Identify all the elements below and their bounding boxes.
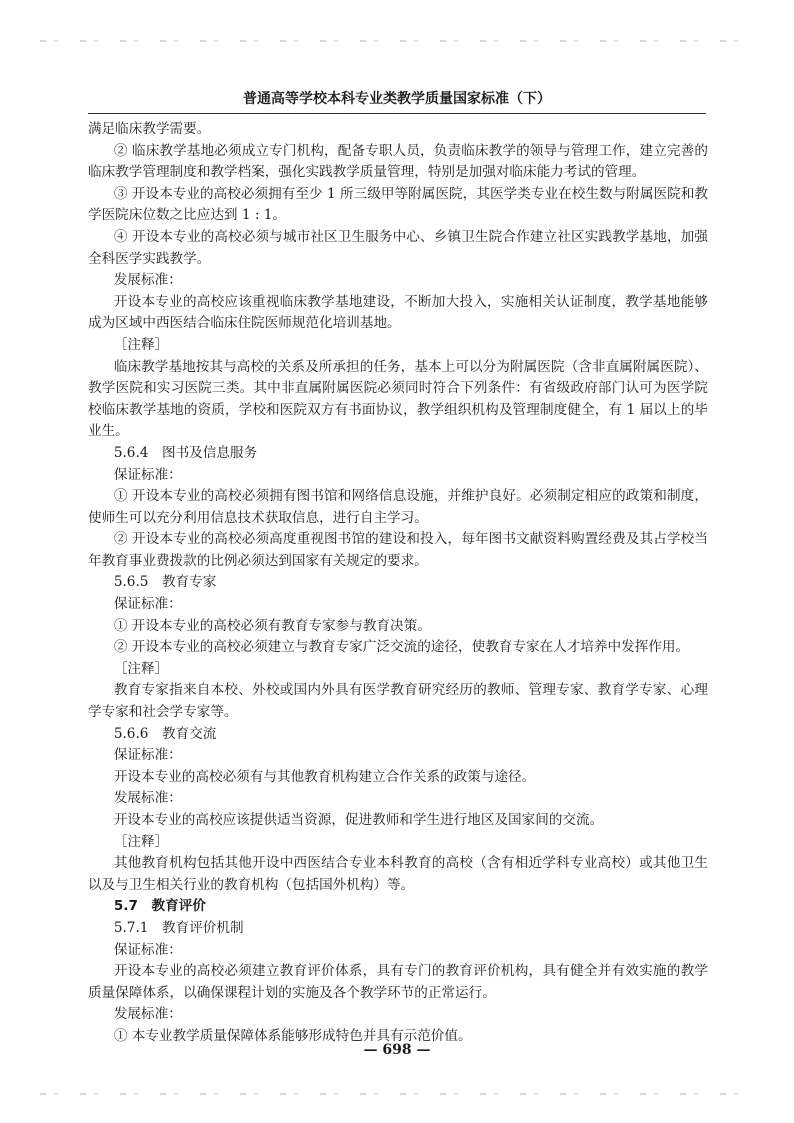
paragraph: 开设本专业的高校应该提供适当资源，促进教师和学生进行地区及国家间的交流。 — [113, 812, 604, 828]
note-label: ［注释］ — [113, 660, 169, 677]
standard-label: 发展标准： — [113, 1006, 182, 1023]
standard-label: 保证标准： — [113, 596, 182, 613]
section-heading: 5.6.6 教育交流 — [113, 725, 217, 742]
list-item: ④ 开设本专业的高校必须与城市社区卫生服务中心、乡镇卫生院合作建立社区实践教学基地，加强全科医学实践教学。 — [88, 228, 708, 267]
list-item: ③ 开设本专业的高校必须拥有至少 1 所三级甲等附属医院，其医学类专业在校生数与附属医院和教学医院床位数之比应达到 1 : 1。 — [88, 185, 708, 224]
paragraph: 开设本专业的高校必须建立教育评价体系，具有专门的教育评价机构，具有健全并有效实施的教学质量保障体系，以确保课程计划的实施及各个教学环节的正常运行。 — [88, 963, 708, 1001]
list-item: ① 开设本专业的高校必须拥有图书馆和网络信息设施，并维护良好。必须制定相应的政策和制度，使师生可以充分利用信息技术获取信息，进行自主学习。 — [88, 488, 708, 526]
standard-label: 保证标准： — [113, 747, 182, 764]
paragraph: 教育专家指来自本校、外校或国内外具有医学教育研究经历的教师、管理专家、教育学专家、心理学专家和社会学专家等。 — [88, 682, 708, 721]
header-rule — [88, 113, 706, 114]
note-label: ［注释］ — [113, 833, 169, 850]
page-number: — 698 — — [363, 1042, 431, 1058]
list-item: ② 开设本专业的高校必须高度重视图书馆的建设和投入，每年图书文献资料购置经费及其占学校当年教育事业费拨款的比例必须达到国家有关规定的要求。 — [88, 531, 708, 569]
chapter-heading: 5.7 教育评价 — [113, 898, 206, 915]
running-header: 普通高等学校本科专业类教学质量国家标准（下） — [243, 91, 551, 107]
paragraph: 其他教育机构包括其他开设中西医结合专业本科教育的高校（含有相近学科专业高校）或其他卫生以及与卫生相关行业的教育机构（包括国外机构）等。 — [88, 855, 708, 893]
paragraph: 开设本专业的高校应该重视临床教学基地建设，不断加大投入，实施相关认证制度，教学基地能够成为区域中西医结合临床住院医师规范化培训基地。 — [88, 293, 708, 332]
list-item: ① 开设本专业的高校必须有教育专家参与教育决策。 — [113, 617, 431, 634]
page-body — [88, 119, 708, 1048]
standard-label: 保证标准： — [113, 466, 182, 483]
scan-artifact-top — [40, 40, 754, 42]
standard-label: 发展标准： — [113, 790, 182, 807]
note-label: ［注释］ — [113, 336, 169, 353]
standard-label: 保证标准： — [113, 941, 182, 958]
section-heading: 5.6.5 教育专家 — [113, 574, 217, 591]
section-heading: 5.6.4 图书及信息服务 — [113, 444, 258, 461]
list-item: ① 本专业教学质量保障体系能够形成特色并具有示范价值。 — [113, 1027, 472, 1044]
list-item: ② 临床教学基地必须成立专门机构，配备专职人员，负责临床教学的领导与管理工作，建立完善的临床教学管理制度和教学档案，强化实践教学质量管理，特别是加强对临床能力考试的管理。 — [88, 142, 708, 181]
paragraph: 满足临床教学需要。 — [88, 121, 211, 137]
paragraph: 开设本专业的高校必须有与其他教育机构建立合作关系的政策与途径。 — [113, 768, 536, 785]
list-item: ② 开设本专业的高校必须建立与教育专家广泛交流的途径，使教育专家在人才培养中发挥作用。 — [113, 639, 690, 656]
standard-label: 发展标准： — [113, 272, 182, 289]
paragraph: 临床教学基地按其与高校的关系及所承担的任务，基本上可以分为附属医院（含非直属附属医院）、教学医院和实习医院三类。其中非直属附属医院必须同时符合下列条件：有省级政府部门认可为医学院校临床教学基地的资质，学校和医院双方有书面协议，教学组织机构及管理制度健全，有 1 届以上的毕业生。 — [88, 358, 708, 440]
scan-artifact-bottom — [40, 1093, 754, 1095]
section-heading: 5.7.1 教育评价机制 — [113, 919, 244, 936]
